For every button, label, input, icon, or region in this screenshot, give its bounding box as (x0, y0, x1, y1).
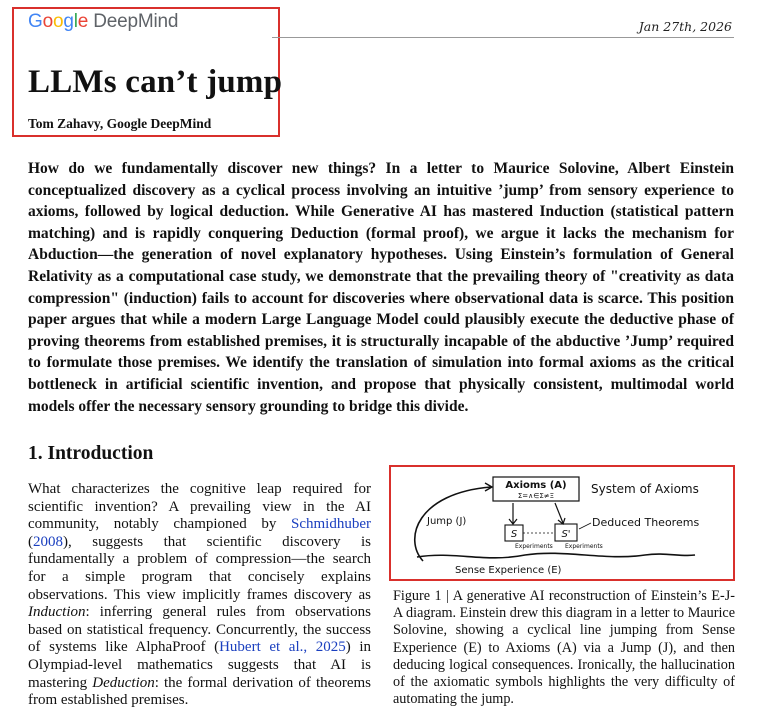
figure-caption: Figure 1 | A generative AI reconstruction of Einstein’s E-J-A diagram. Einstein drew this diagram in a letter to Maurice Solovine, showing a cyclical line jumping from Sense Experience (E) to Axioms (A) via a Jump (J), and then deducing logical consequences. Ironically, the hallucination of the axiomatic symbols highlights the very difficulty of automating the jump. (393, 588, 735, 708)
axioms-label: Axioms (A) (505, 480, 567, 491)
header-rule (272, 37, 734, 38)
s-prime-label: S' (561, 529, 571, 540)
system-of-axioms-label: System of Axioms (591, 482, 699, 496)
section-heading-introduction: 1. Introduction (28, 443, 154, 464)
sense-experience-label: Sense Experience (E) (455, 565, 562, 576)
deduction-arrow-s-prime (555, 503, 563, 523)
sense-experience-line (417, 553, 695, 558)
citation-link-schmidhuber-year[interactable]: 2008 (33, 533, 63, 550)
paper-authors: Tom Zahavy, Google DeepMind (28, 116, 212, 131)
axioms-symbols: Σ=∧∈Σ≠Ξ (517, 492, 555, 500)
paper-date: Jan 27th, 2026 (638, 19, 732, 34)
abstract: How do we fundamentally discover new things? In a letter to Maurice Solovine, Albert Einstein conceptualized discovery as a cyclical process involving an intuitive ’jump’ from sensory experience to axioms, followed by logical deduction. While Generative AI has mastered Induction (statistical pattern matching) and is rapidly conquering Deduction (formal proof), we argue it lacks the mechanism for Abduction—the generation of novel explanatory hypotheses. Using Einstein’s formulation of General Relativity as a computational case study, we demonstrate that the prevailing theory of "creativity as data compression" (induction) fails to account for discoveries where observational data is scarce. This position paper argues that while a modern Large Language Model could plausibly execute the deductive phase of proving theorems from established premises, it is structurally incapable of the abductive ’Jump’ required to formulate those premises. We identify the translation of simulation into formal axioms as the critical bottleneck in artificial scientific invention, and propose that physically consistent, multimodal world models offer the necessary sensory grounding to bridge this divide. (28, 160, 734, 415)
jump-label: Jump (J) (427, 516, 467, 527)
citation-link-schmidhuber[interactable]: Schmidhuber (291, 516, 371, 533)
logo-google: Google (28, 11, 89, 32)
citation-link-hubert[interactable]: Hubert et al., 2025 (219, 639, 346, 656)
introduction-paragraph: What characterizes the cognitive leap required for scientific invention? A prevailing view in the AI community, notably championed by Schmidhuber (2008), suggests that scientific discovery is fundamentally a problem of compression—the search for a simple program that concisely explains observations. This view implicitly frames discovery as Induction: inferring general rules from observations based on statistical frequency. Concurrently, the success of systems like AlphaProof (Hubert et al., 2025) in Olympiad-level mathematics suggests that AI is mastering Deduction: the formal derivation of theorems from established premises. (28, 481, 372, 709)
logo-deepmind: DeepMind (93, 11, 179, 32)
experiments-label-2: Experiments (565, 543, 603, 550)
deduced-theorems-label: Deduced Theorems (592, 516, 700, 529)
experiments-label-1: Experiments (515, 543, 553, 550)
paper-title: LLMs can’t jump (28, 64, 283, 100)
s-label: S (510, 529, 518, 540)
eja-diagram (395, 469, 731, 577)
